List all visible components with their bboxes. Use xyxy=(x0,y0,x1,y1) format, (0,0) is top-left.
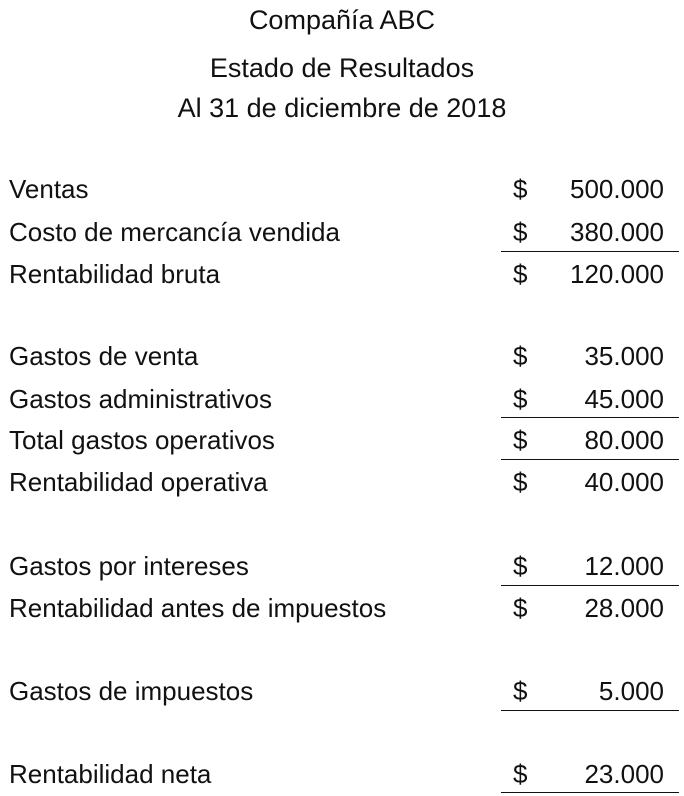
row-label: Rentabilidad bruta xyxy=(9,259,221,289)
row-label: Gastos de venta xyxy=(9,341,199,371)
row-amount: 28.000 xyxy=(584,593,664,623)
company-name: Compañía ABC xyxy=(248,5,436,35)
currency-symbol: $ xyxy=(513,551,528,581)
row-amount: 45.000 xyxy=(584,384,664,414)
row-gastos-intereses xyxy=(0,549,684,583)
subtotal-rule xyxy=(501,417,679,418)
row-amount: 12.000 xyxy=(584,551,664,581)
row-amount: 23.000 xyxy=(584,759,664,789)
row-label: Gastos de impuestos xyxy=(9,676,254,706)
row-amount: 380.000 xyxy=(570,217,664,247)
currency-symbol: $ xyxy=(513,425,528,455)
currency-symbol: $ xyxy=(513,593,528,623)
row-label: Costo de mercancía vendida xyxy=(9,217,340,247)
row-amount: 500.000 xyxy=(570,174,664,204)
currency-symbol: $ xyxy=(513,341,528,371)
statement-date: Al 31 de diciembre de 2018 xyxy=(177,93,507,123)
statement-title: Estado de Resultados xyxy=(209,53,475,83)
row-amount: 80.000 xyxy=(584,425,664,455)
currency-symbol: $ xyxy=(513,217,528,247)
row-gastos-administrativos xyxy=(0,382,684,416)
total-rule xyxy=(501,792,679,793)
currency-symbol: $ xyxy=(513,174,528,204)
row-rentabilidad-neta xyxy=(0,757,684,791)
row-label: Gastos por intereses xyxy=(9,551,249,581)
row-label: Rentabilidad operativa xyxy=(9,467,268,497)
subtotal-rule xyxy=(501,710,679,711)
row-total-gastos-operativos xyxy=(0,423,684,457)
row-ventas xyxy=(0,172,684,206)
row-amount: 35.000 xyxy=(584,341,664,371)
row-label: Rentabilidad neta xyxy=(9,759,212,789)
row-rentabilidad-bruta xyxy=(0,257,684,291)
row-gastos-venta xyxy=(0,339,684,373)
row-label: Rentabilidad antes de impuestos xyxy=(9,593,387,623)
currency-symbol: $ xyxy=(513,467,528,497)
row-amount: 120.000 xyxy=(570,259,664,289)
row-rentabilidad-antes-impuestos xyxy=(0,591,684,625)
subtotal-rule xyxy=(501,585,679,586)
currency-symbol: $ xyxy=(513,259,528,289)
currency-symbol: $ xyxy=(513,384,528,414)
currency-symbol: $ xyxy=(513,676,528,706)
row-gastos-impuestos xyxy=(0,674,684,708)
currency-symbol: $ xyxy=(513,759,528,789)
row-costo-mercancia xyxy=(0,215,684,249)
row-label: Ventas xyxy=(9,174,89,204)
subtotal-rule xyxy=(501,251,679,252)
row-label: Gastos administrativos xyxy=(9,384,272,414)
row-label: Total gastos operativos xyxy=(9,425,275,455)
subtotal-rule xyxy=(501,459,679,460)
row-amount: 40.000 xyxy=(584,467,664,497)
row-rentabilidad-operativa xyxy=(0,465,684,499)
row-amount: 5.000 xyxy=(598,676,664,706)
